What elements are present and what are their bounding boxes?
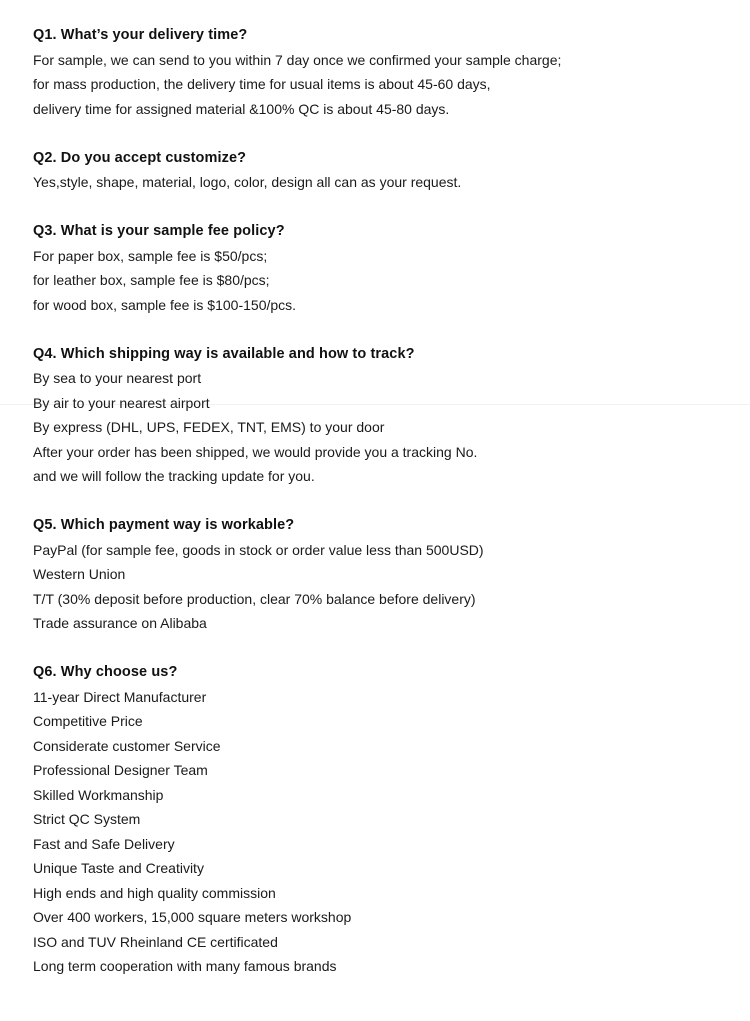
faq-answer-line: By express (DHL, UPS, FEDEX, TNT, EMS) to your door — [33, 419, 385, 435]
faq-answer-line: T/T (30% deposit before production, clear 70% balance before delivery) — [33, 590, 476, 607]
faq-answer-line: for wood box, sample fee is $100-150/pcs. — [33, 296, 297, 313]
faq-question: Q6. Why choose us? — [33, 664, 178, 680]
faq-question: Q4. Which shipping way is available and how to track? — [33, 345, 415, 362]
faq-answer-line: By sea to your nearest port — [33, 370, 202, 386]
faq-answer-list — [33, 366, 733, 489]
faq-answer-line: Long term cooperation with many famous brands — [33, 958, 337, 974]
faq-answer-list — [33, 685, 733, 979]
faq-answer-list — [33, 170, 733, 195]
faq-answer-line: PayPal (for sample fee, goods in stock or order value less than 500USD) — [33, 541, 484, 558]
faq-answer-line: for mass production, the delivery time for usual items is about 45-60 days, — [33, 76, 491, 92]
faq-answer-line: Fast and Safe Delivery — [33, 835, 175, 852]
faq-answer-line: Professional Designer Team — [33, 762, 208, 778]
faq-answer-line: For sample, we can send to you within 7 day once we confirmed your sample charge; — [33, 51, 562, 68]
faq-answer-line: Skilled Workmanship — [33, 786, 164, 803]
faq-item-q2 — [33, 146, 733, 195]
faq-answer-line: 11-year Direct Manufacturer — [33, 688, 207, 705]
faq-answer-line: Unique Taste and Creativity — [33, 860, 204, 876]
faq-answer-line: and we will follow the tracking update for you. — [33, 468, 315, 484]
faq-answer-line: For paper box, sample fee is $50/pcs; — [33, 247, 268, 264]
faq-answer-line: delivery time for assigned material &100% QC is about 45-80 days. — [33, 100, 450, 117]
faq-question: Q3. What is your sample fee policy? — [33, 223, 285, 239]
faq-answer-line: for leather box, sample fee is $80/pcs; — [33, 272, 270, 288]
faq-item-q6 — [33, 660, 733, 979]
faq-question: Q1. What’s your delivery time? — [33, 27, 248, 43]
faq-answer-line: Western Union — [33, 566, 126, 582]
faq-answer-line: Considerate customer Service — [33, 737, 221, 754]
faq-item-q4 — [33, 342, 733, 489]
faq-answer-line: Trade assurance on Alibaba — [33, 615, 207, 631]
faq-answer-line: By air to your nearest airport — [33, 394, 210, 411]
faq-answer-list — [33, 538, 733, 636]
faq-section — [33, 23, 733, 1003]
faq-question: Q2. Do you accept customize? — [33, 149, 247, 166]
faq-answer-line: ISO and TUV Rheinland CE certificated — [33, 933, 278, 950]
faq-answer-line: Strict QC System — [33, 811, 141, 827]
faq-answer-list — [33, 244, 733, 318]
faq-answer-line: High ends and high quality commission — [33, 884, 276, 901]
faq-item-q1 — [33, 23, 733, 121]
faq-answer-line: Over 400 workers, 15,000 square meters workshop — [33, 909, 352, 925]
faq-item-q5 — [33, 513, 733, 636]
faq-answer-line: Yes,style, shape, material, logo, color, design all can as your request. — [33, 174, 462, 190]
faq-question: Q5. Which payment way is workable? — [33, 517, 295, 533]
faq-answer-line: After your order has been shipped, we would provide you a tracking No. — [33, 443, 478, 460]
faq-answer-line: Competitive Price — [33, 713, 143, 729]
faq-answer-list — [33, 48, 733, 122]
faq-item-q3 — [33, 219, 733, 317]
